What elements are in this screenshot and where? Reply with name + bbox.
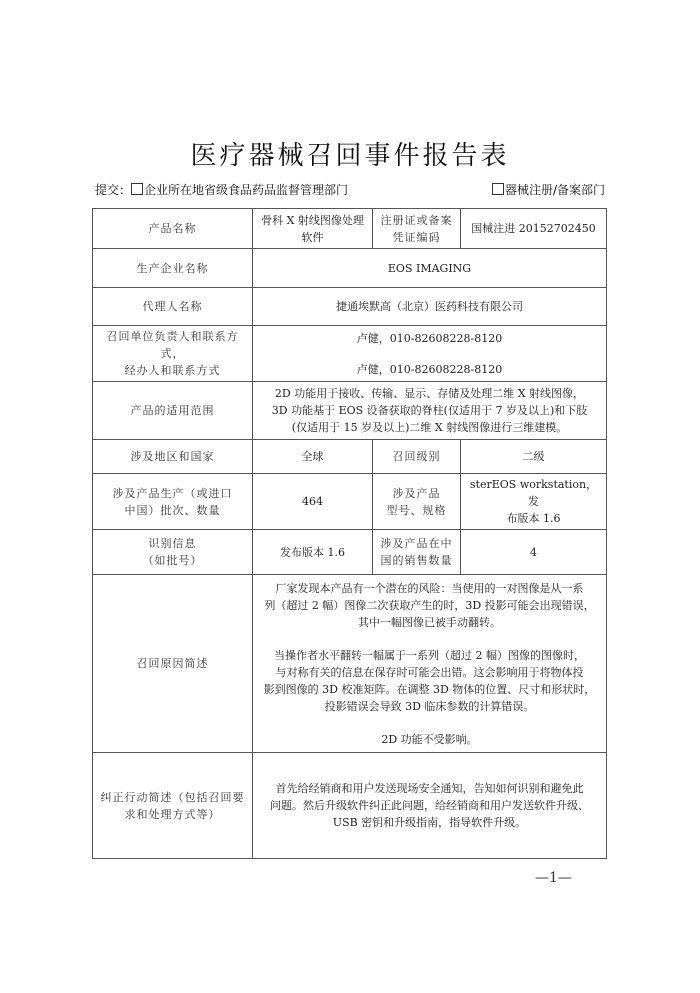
contact-values	[253, 326, 607, 382]
sales-label: 涉及产品在中 国的销售数量	[373, 530, 461, 575]
reason-paragraph-2: 当操作者水平翻转一幅属于一系列（超过 2 幅）图像的图像时， 与对称有关的信息在保存时可能会出错。这会影响用于将物体投 影到图像的 3D 校准矩阵。在调整 3D 物体的位置、尺寸和形状时， 投影错误会导致 3D 临床参数的计算错误。	[263, 648, 596, 713]
batch-label: 涉及产品生产（或进口 中国）批次、数量	[93, 474, 253, 530]
table-row	[93, 530, 607, 575]
corrective-value: 首先给经销商和用户发送现场安全通知，告知如何识别和避免此 问题。然后升级软件纠正此问题，给经销商和用户发送软件升级、 USB 密钥和升级指南，指导软件升级。	[253, 753, 607, 859]
table-row	[93, 249, 607, 288]
contact-value-handler: 卢健，010-82608228-8120	[356, 362, 503, 376]
region-value: 全球	[253, 440, 373, 474]
submit-option-provincial-label: 企业所在地省级食品药品监督管理部门	[144, 183, 349, 197]
reg-cert-value: 国械注进 20152702450	[461, 209, 607, 249]
submit-option-registration-label: 器械注册/备案部门	[504, 183, 605, 197]
table-row	[93, 474, 607, 530]
page-number: —1—	[535, 870, 572, 886]
recall-level-value: 二级	[461, 440, 607, 474]
manufacturer-value: EOS IMAGING	[253, 249, 607, 288]
report-table	[92, 208, 607, 859]
table-row	[93, 209, 607, 249]
reason-paragraph-1: 厂家发现本产品有一个潜在的风险：当使用的一对图像是从一系 列（超过 2 幅）图像二次获取产生的时，3D 投影可能会出现错误， 其中一幅图像已被手动翻转。	[264, 581, 595, 629]
scope-label: 产品的适用范围	[93, 382, 253, 440]
reg-cert-label: 注册证或备案 凭证编码	[373, 209, 461, 249]
reason-value	[253, 575, 607, 753]
page-title: 医疗器械召回事件报告表	[190, 141, 510, 171]
table-row	[93, 326, 607, 382]
region-label: 涉及地区和国家	[93, 440, 253, 474]
reason-paragraph-3: 2D 功能不受影响。	[381, 732, 478, 746]
manufacturer-label: 生产企业名称	[93, 249, 253, 288]
contact-value-responsible: 卢健，010-82608228-8120	[356, 331, 503, 345]
agent-value: 捷通埃默高（北京）医药科技有限公司	[253, 288, 607, 326]
checkbox-icon[interactable]	[492, 183, 504, 195]
submit-prefix: 提交：	[95, 183, 132, 197]
ident-label: 识别信息 （如批号）	[93, 530, 253, 575]
model-label: 涉及产品 型号、规格	[373, 474, 461, 530]
table-row	[93, 440, 607, 474]
contact-label: 召回单位负责人和联系方式， 经办人和联系方式	[93, 326, 253, 382]
product-name-value: 骨科 X 射线图像处理 软件	[253, 209, 373, 249]
table-row	[93, 753, 607, 859]
submit-line	[95, 181, 605, 198]
product-name-label: 产品名称	[93, 209, 253, 249]
table-row	[93, 382, 607, 440]
model-value: sterEOS workstation，发 布版本 1.6	[461, 474, 607, 530]
reason-label: 召回原因简述	[93, 575, 253, 753]
sales-value: 4	[461, 530, 607, 575]
scope-value: 2D 功能用于接收、传输、显示、存储及处理二维 X 射线图像， 3D 功能基于 EOS 设备获取的脊柱(仅适用于 7 岁及以上)和下肢 (仅适用于 15 岁及以上)二维 X 射线图像进行三维建模。	[253, 382, 607, 440]
table-row	[93, 575, 607, 753]
batch-value: 464	[253, 474, 373, 530]
checkbox-icon[interactable]	[131, 183, 143, 195]
ident-value: 发布版本 1.6	[253, 530, 373, 575]
agent-label: 代理人名称	[93, 288, 253, 326]
submit-option-registration	[492, 181, 605, 198]
submit-option-provincial	[95, 181, 348, 198]
corrective-label: 纠正行动简述（包括召回要 求和处理方式等）	[93, 753, 253, 859]
table-row	[93, 288, 607, 326]
recall-level-label: 召回级别	[373, 440, 461, 474]
